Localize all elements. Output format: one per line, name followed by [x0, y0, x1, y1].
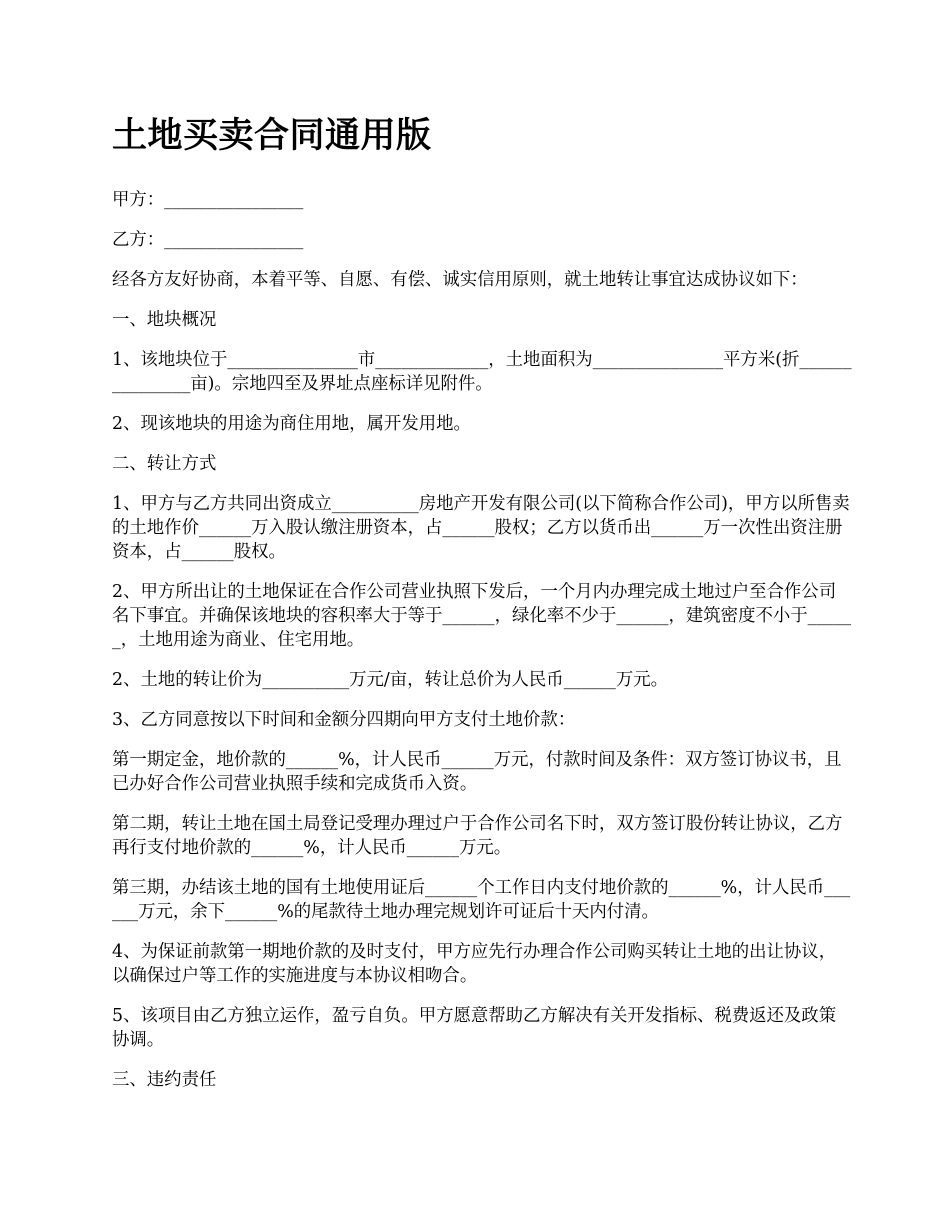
clause: 3、乙方同意按以下时间和金额分四期向甲方支付土地价款： — [112, 710, 576, 730]
clause: 1、该地块位于_______________市_____________，土地面积为_______________平方米(折_______________亩)。宗地四至及界址点座标详见附件。 — [112, 350, 852, 394]
preamble: 经各方友好协商，本着平等、自愿、有偿、诚实信用原则，就土地转让事宜达成协议如下： — [112, 270, 808, 290]
payment-phase-3: 第三期，办结该土地的国有土地使用证后______个工作日内支付地价款的______%，计人民币______万元，余下______%的尾款待土地办理完规划许可证后十天内付清。 — [112, 878, 851, 922]
document-title: 土地买卖合同通用版 — [112, 115, 432, 156]
section-heading-1: 一、地块概况 — [112, 310, 217, 330]
party-a-line: 甲方：________________ — [112, 190, 304, 210]
payment-phase-1: 第一期定金，地价款的______%，计人民币______万元，付款时间及条件：双方签订协议书，且已办好合作公司营业执照手续和完成货币入资。 — [112, 750, 842, 794]
clause: 1、甲方与乙方共同出资成立__________房地产开发有限公司(以下简称合作公司)，甲方以所售卖的土地作价______万入股认缴注册资本，占______股权；乙方以货币出______万一次性出资注册资本，占______股权。 — [112, 494, 850, 562]
clause: 2、现该地块的用途为商住用地，属开发用地。 — [112, 414, 471, 434]
section-heading-2: 二、转让方式 — [112, 454, 217, 474]
clause: 4、为保证前款第一期地价款的及时支付，甲方应先行办理合作公司购买转让土地的出让协议，以确保过户等工作的实施进度与本协议相吻合。 — [112, 942, 837, 986]
clause: 2、甲方所出让的土地保证在合作公司营业执照下发后，一个月内办理完成土地过户至合作公司名下事宜。并确保该地块的容积率大于等于______，绿化率不少于______，建筑密度不小于______，土地用途为商业、住宅用地。 — [112, 582, 852, 650]
section-heading-3: 三、违约责任 — [112, 1070, 217, 1090]
clause: 2、土地的转让价为__________万元/亩，转让总价为人民币______万元。 — [112, 670, 669, 690]
document-page — [112, 112, 852, 1108]
party-b-line: 乙方：________________ — [112, 230, 304, 250]
clause: 5、该项目由乙方独立运作，盈亏自负。甲方愿意帮助乙方解决有关开发指标、税费返还及政策协调。 — [112, 1006, 837, 1050]
payment-phase-2: 第二期，转让土地在国土局登记受理办理过户于合作公司名下时，双方签订股份转让协议，乙方再行支付地价款的______%，计人民币______万元。 — [112, 814, 843, 858]
